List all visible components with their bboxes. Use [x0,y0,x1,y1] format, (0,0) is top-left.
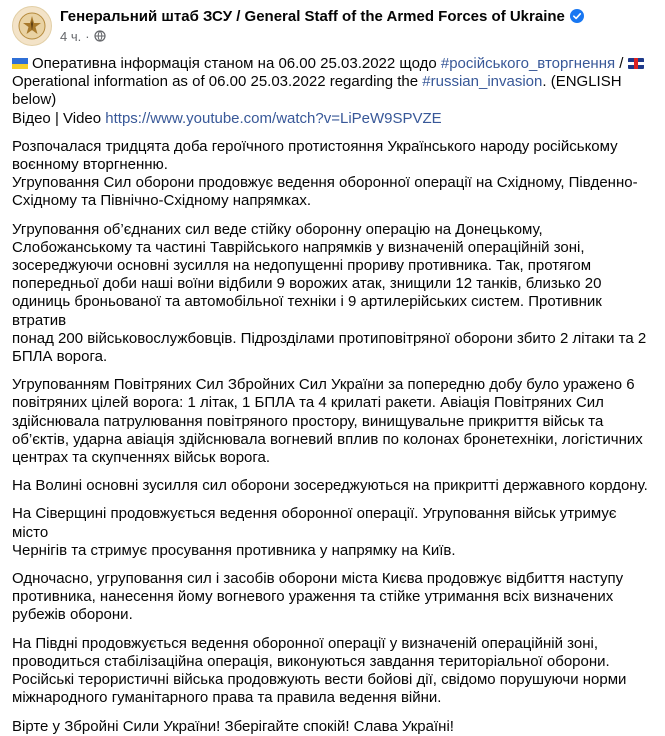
intro-paragraph [12,55,653,128]
post-paragraph [12,570,653,625]
video-link[interactable]: https://www.youtube.com/watch?v=LiPeW9SPVZE [105,109,442,127]
text-line: Східному та Північно-Східному напрямках. [12,192,311,210]
text-line: Угруповання об’єднаних сил веде стійку оборонну операцію на Донецькому, [12,220,543,238]
meta-separator: · [85,28,90,44]
text-line: Угрупованням Повітряних Сил Збройних Сил України за попередню добу було уражено 6 [12,376,635,394]
text-line: Чернігів та стримує просування противника у напрямку на Київ. [12,541,456,559]
post-body [12,55,653,736]
page-name-link[interactable]: Генеральний штаб ЗСУ / General Staff of the Armed Forces of Ukraine [60,7,565,25]
text-line: воєнному вторгненню. [12,156,168,174]
text-line: проводиться стабілізаційна операція, виконуються завдання територіальної оборони. [12,652,610,670]
text-line: одиниць броньованої та автомобільної техніки і 9 артилерійських систем. Противник втратив [12,293,602,329]
intro-text: / [615,55,628,72]
post-paragraph [12,505,653,560]
ukraine-flag-icon [12,58,28,69]
text-line: повітряних цілей ворога: 1 літак, 1 БПЛА та 4 крилаті ракети. Авіація Повітряних Сил [12,394,604,412]
post-paragraph [12,221,653,367]
text-line: Вірте у Збройні Сили України! Зберігайте спокій! Слава Україні! [12,717,454,735]
post-timestamp[interactable]: 4 ч. [60,28,82,44]
hashtag-link[interactable]: #russian_invasion [422,73,543,91]
text-line: На Півдні продовжується ведення оборонної операції у визначеній операційній зоні, [12,634,599,652]
text-line: Одночасно, угруповання сил і засобів оборони міста Києва продовжує відбиття наступу [12,570,624,588]
text-line: понад 200 військовослужбовців. Підрозділами протиповітряної оборони збито 2 літаки та 2 [12,329,647,347]
text-line: Угруповання Сил оборони продовжує ведення оборонної операції на Східному, Південно- [12,174,638,192]
globe-icon[interactable] [94,30,106,42]
hashtag-link[interactable]: #російського_вторгнення [440,55,616,72]
closing-paragraph [12,718,653,736]
uk-flag-icon [628,58,644,69]
text-line: БПЛА ворога. [12,348,108,366]
text-line: Російські терористичні війська продовжують вести бойові дії, свідомо порушуючи норми [12,671,627,689]
post-paragraph [12,477,653,495]
text-line: На Сіверщині продовжується ведення оборонної операції. Угруповання військ утримує місто [12,505,617,541]
intro-text: Operational information as of 06.00 25.03.2022 regarding the [12,73,423,91]
verified-badge-icon [570,9,584,23]
text-line: рубежів оборони. [12,606,133,624]
intro-text: Оперативна інформація станом на 06.00 25.03.2022 щодо [32,55,441,72]
post-paragraph [12,138,653,211]
post-paragraph [12,635,653,708]
text-line: Розпочалася тридцята доба героїчного протистояння Українського народу російському [12,137,618,155]
text-line: здійснювала патрулювання повітряного простору, винищувальне прикриття військ та [12,412,604,430]
text-line: На Волині основні зусилля сил оборони зосереджуються на прикритті державного кордону. [12,477,648,495]
post-meta [60,27,584,45]
text-line: центрах та скупченнях військ ворога. [12,449,271,467]
text-line: об’єктів, ударна авіація здійснювала вогневий вплив по колонах бронетехніки, логістичних [12,430,643,448]
video-label: Відео | Video [12,109,106,127]
text-line: зосереджуючи основні зусилля на недопущенні прориву противника. Так, протягом [12,257,592,275]
page-avatar[interactable] [12,6,52,46]
text-line: попередньої доби наші воїни відбили 9 ворожих атак, знищили 12 танків, близько 20 [12,275,602,293]
text-line: Слобожанському та частині Таврійського напрямків у визначеній операційній зоні, [12,238,585,256]
text-line: противника, нанесення йому вогневого ураження та стійке утримання всіх визначених [12,588,614,606]
intro-text: . (ENGLISH below) [12,73,622,109]
text-line: міжнародного гуманітарного права та правила ведення війни. [12,689,442,707]
post-header [12,0,653,46]
post-paragraph [12,376,653,467]
armed-forces-emblem-icon [17,11,47,41]
